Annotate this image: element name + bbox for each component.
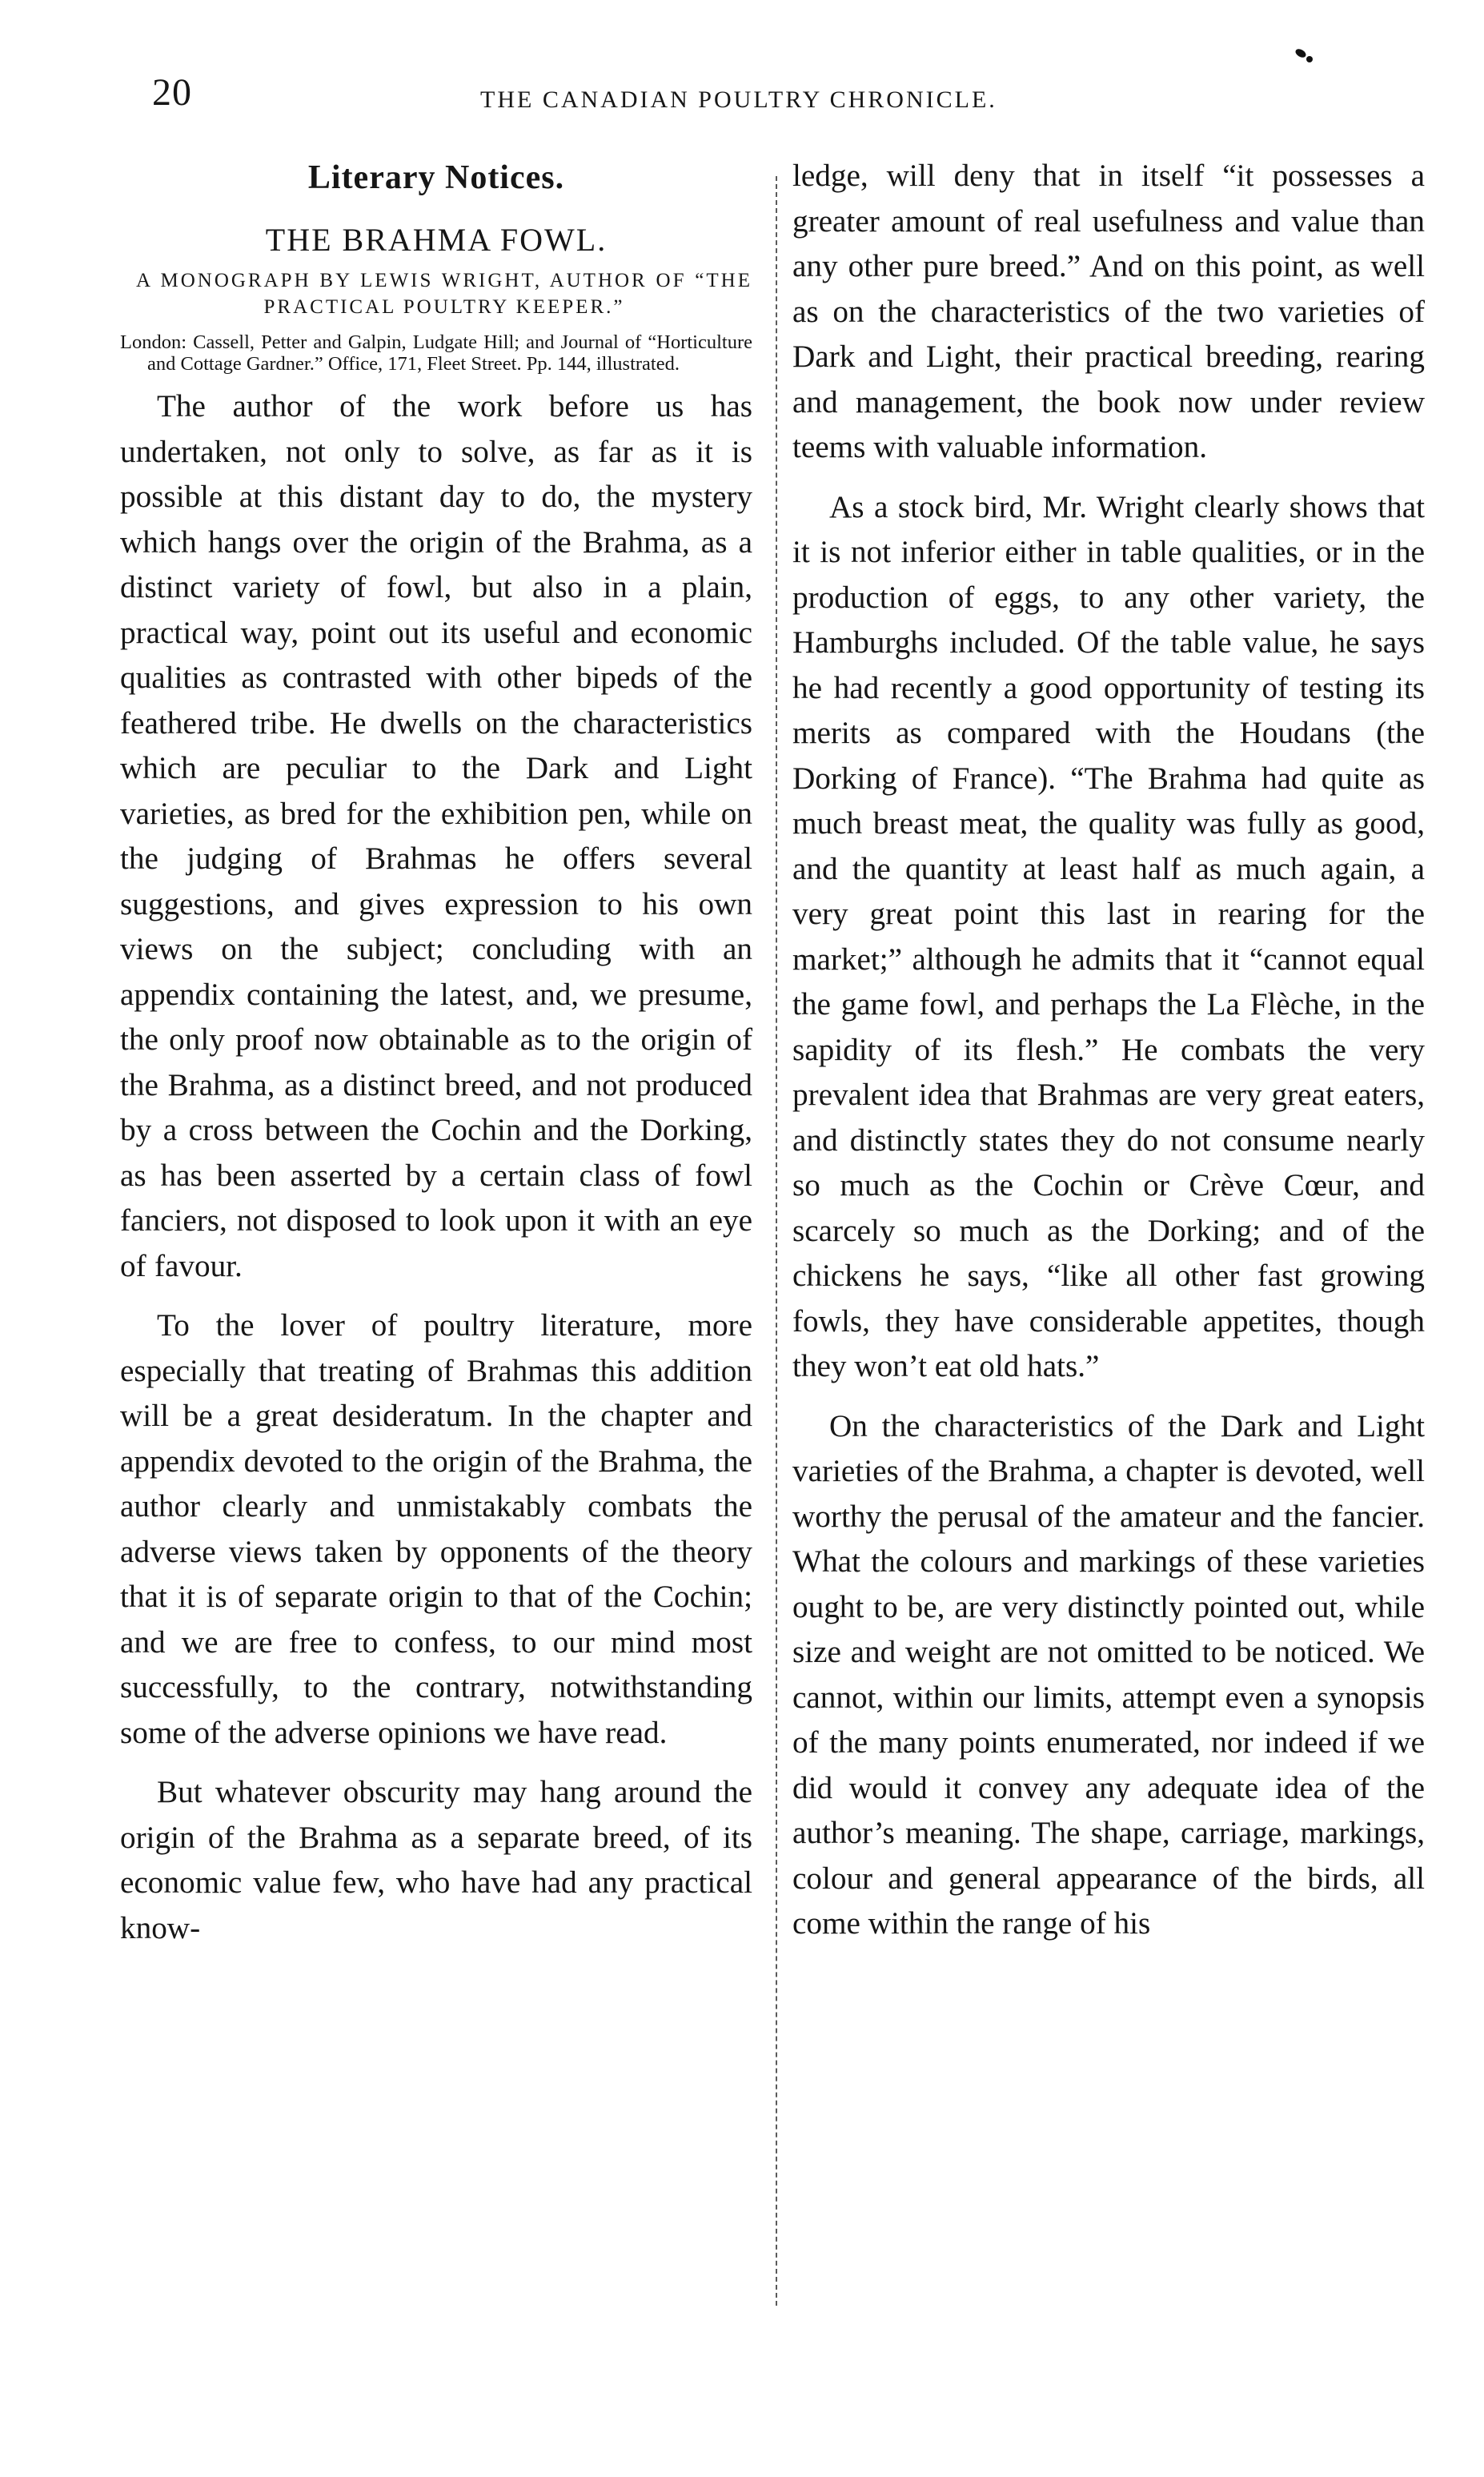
ink-speck	[1306, 56, 1313, 62]
paragraph-2: To the lover of poultry literature, more especially that treating of Brahmas this addition will be a great desideratum. In the chapter and appendix devoted to the origin of the Brahma, the author clearly and unmistakably combats the adverse views taken by opponents of the theory that it is of separate origin to that of the Cochin; and we are free to confess, to our mind most successfully, to the contrary, notwithstanding some of the adverse opinions we have read.	[120, 1308, 752, 1750]
paragraph-4: As a stock bird, Mr. Wright clearly shows that it is not inferior either in table qualities, or in the production of eggs, to any other variety, the Hamburghs included. Of the table value, he says he had recently a good opportunity of testing its merits as compared with the Houdans (the Dorking of France). “The Brahma had quite as much breast meat, the quality was fully as good, and the quantity at least half as much again, a very great point this last in rearing for the market;” although he admits that it “cannot equal the game fowl, and perhaps the La Flèche, in the sapidity of its flesh.” He combats the very prevalent idea that Brahmas are very great eaters, and distinctly states they do not consume nearly so much as the Cochin or Crève Cœur, and scarcely so much as the Dorking; and of the chickens he says, “like all other fast growing fowls, they have considerable appetites, though they won’t eat old hats.”	[792, 489, 1425, 1383]
right-column	[792, 154, 1425, 1961]
paragraph-5: On the characteristics of the Dark and Light varieties of the Brahma, a chapter is devoted, well worthy the perusal of the amateur and the fancier. What the colours and markings of these varieties ought to be, are very distinctly pointed out, while size and weight are not omitted to be noticed. We cannot, within our limits, attempt even a synopsis of the many points enumerated, nor indeed if we did would it convey any adequate idea of the author’s meaning. The shape, carriage, markings, colour and general appearance of the birds, all come within the range of his	[792, 1408, 1425, 1941]
page-header	[128, 62, 1425, 126]
left-column	[120, 154, 752, 1965]
book-title: THE BRAHMA FOWL.	[265, 222, 608, 258]
page-number: 20	[152, 71, 192, 114]
paragraph-3-continued: ledge, will deny that in itself “it possesses a greater amount of real usefulness and value than any other pure breed.” And on this point, as well as on the characteristics of the two varieties of Dark and Light, their practical breeding, rearing and management, the book now under review teems with valuable information.	[792, 159, 1425, 464]
section-heading: Literary Notices.	[307, 159, 565, 196]
book-subtitle: A MONOGRAPH BY LEWIS WRIGHT, AUTHOR OF “THE PRACTICAL POULTRY KEEPER.”	[136, 270, 752, 318]
ink-speck	[1294, 47, 1308, 59]
running-title: THE CANADIAN POULTRY CHRONICLE.	[480, 86, 997, 113]
book-imprint: London: Cassell, Petter and Galpin, Ludgate Hill; and Journal of “Horticulture and Cottage Gardner.” Office, 171, Fleet Street. Pp. 144, illustrated.	[120, 331, 752, 375]
paragraph-1: The author of the work before us has undertaken, not only to solve, as far as it is possible at this distant day to do, the mystery which hangs over the origin of the Brahma, as a distinct variety of fowl, but also in a plain, practical way, point out its useful and economic qualities as contrasted with other bipeds of the feathered tribe. He dwells on the characteristics which are peculiar to the Dark and Light varieties, as bred for the exhibition pen, while on the judging of Brahmas he offers several suggestions, and gives expression to his own views on the subject; concluding with an appendix containing the latest, and, we presume, the only proof now obtainable as to the origin of the Brahma, as a distinct breed, and not produced by a cross between the Cochin and the Dorking, as has been asserted by a certain class of fowl fanciers, not disposed to look upon it with an eye of favour.	[120, 389, 752, 1283]
column-divider	[776, 176, 777, 2306]
paragraph-3-start: But whatever obscurity may hang around the origin of the Brahma as a separate breed, of its economic value few, who have had any practical know-	[120, 1775, 752, 1945]
